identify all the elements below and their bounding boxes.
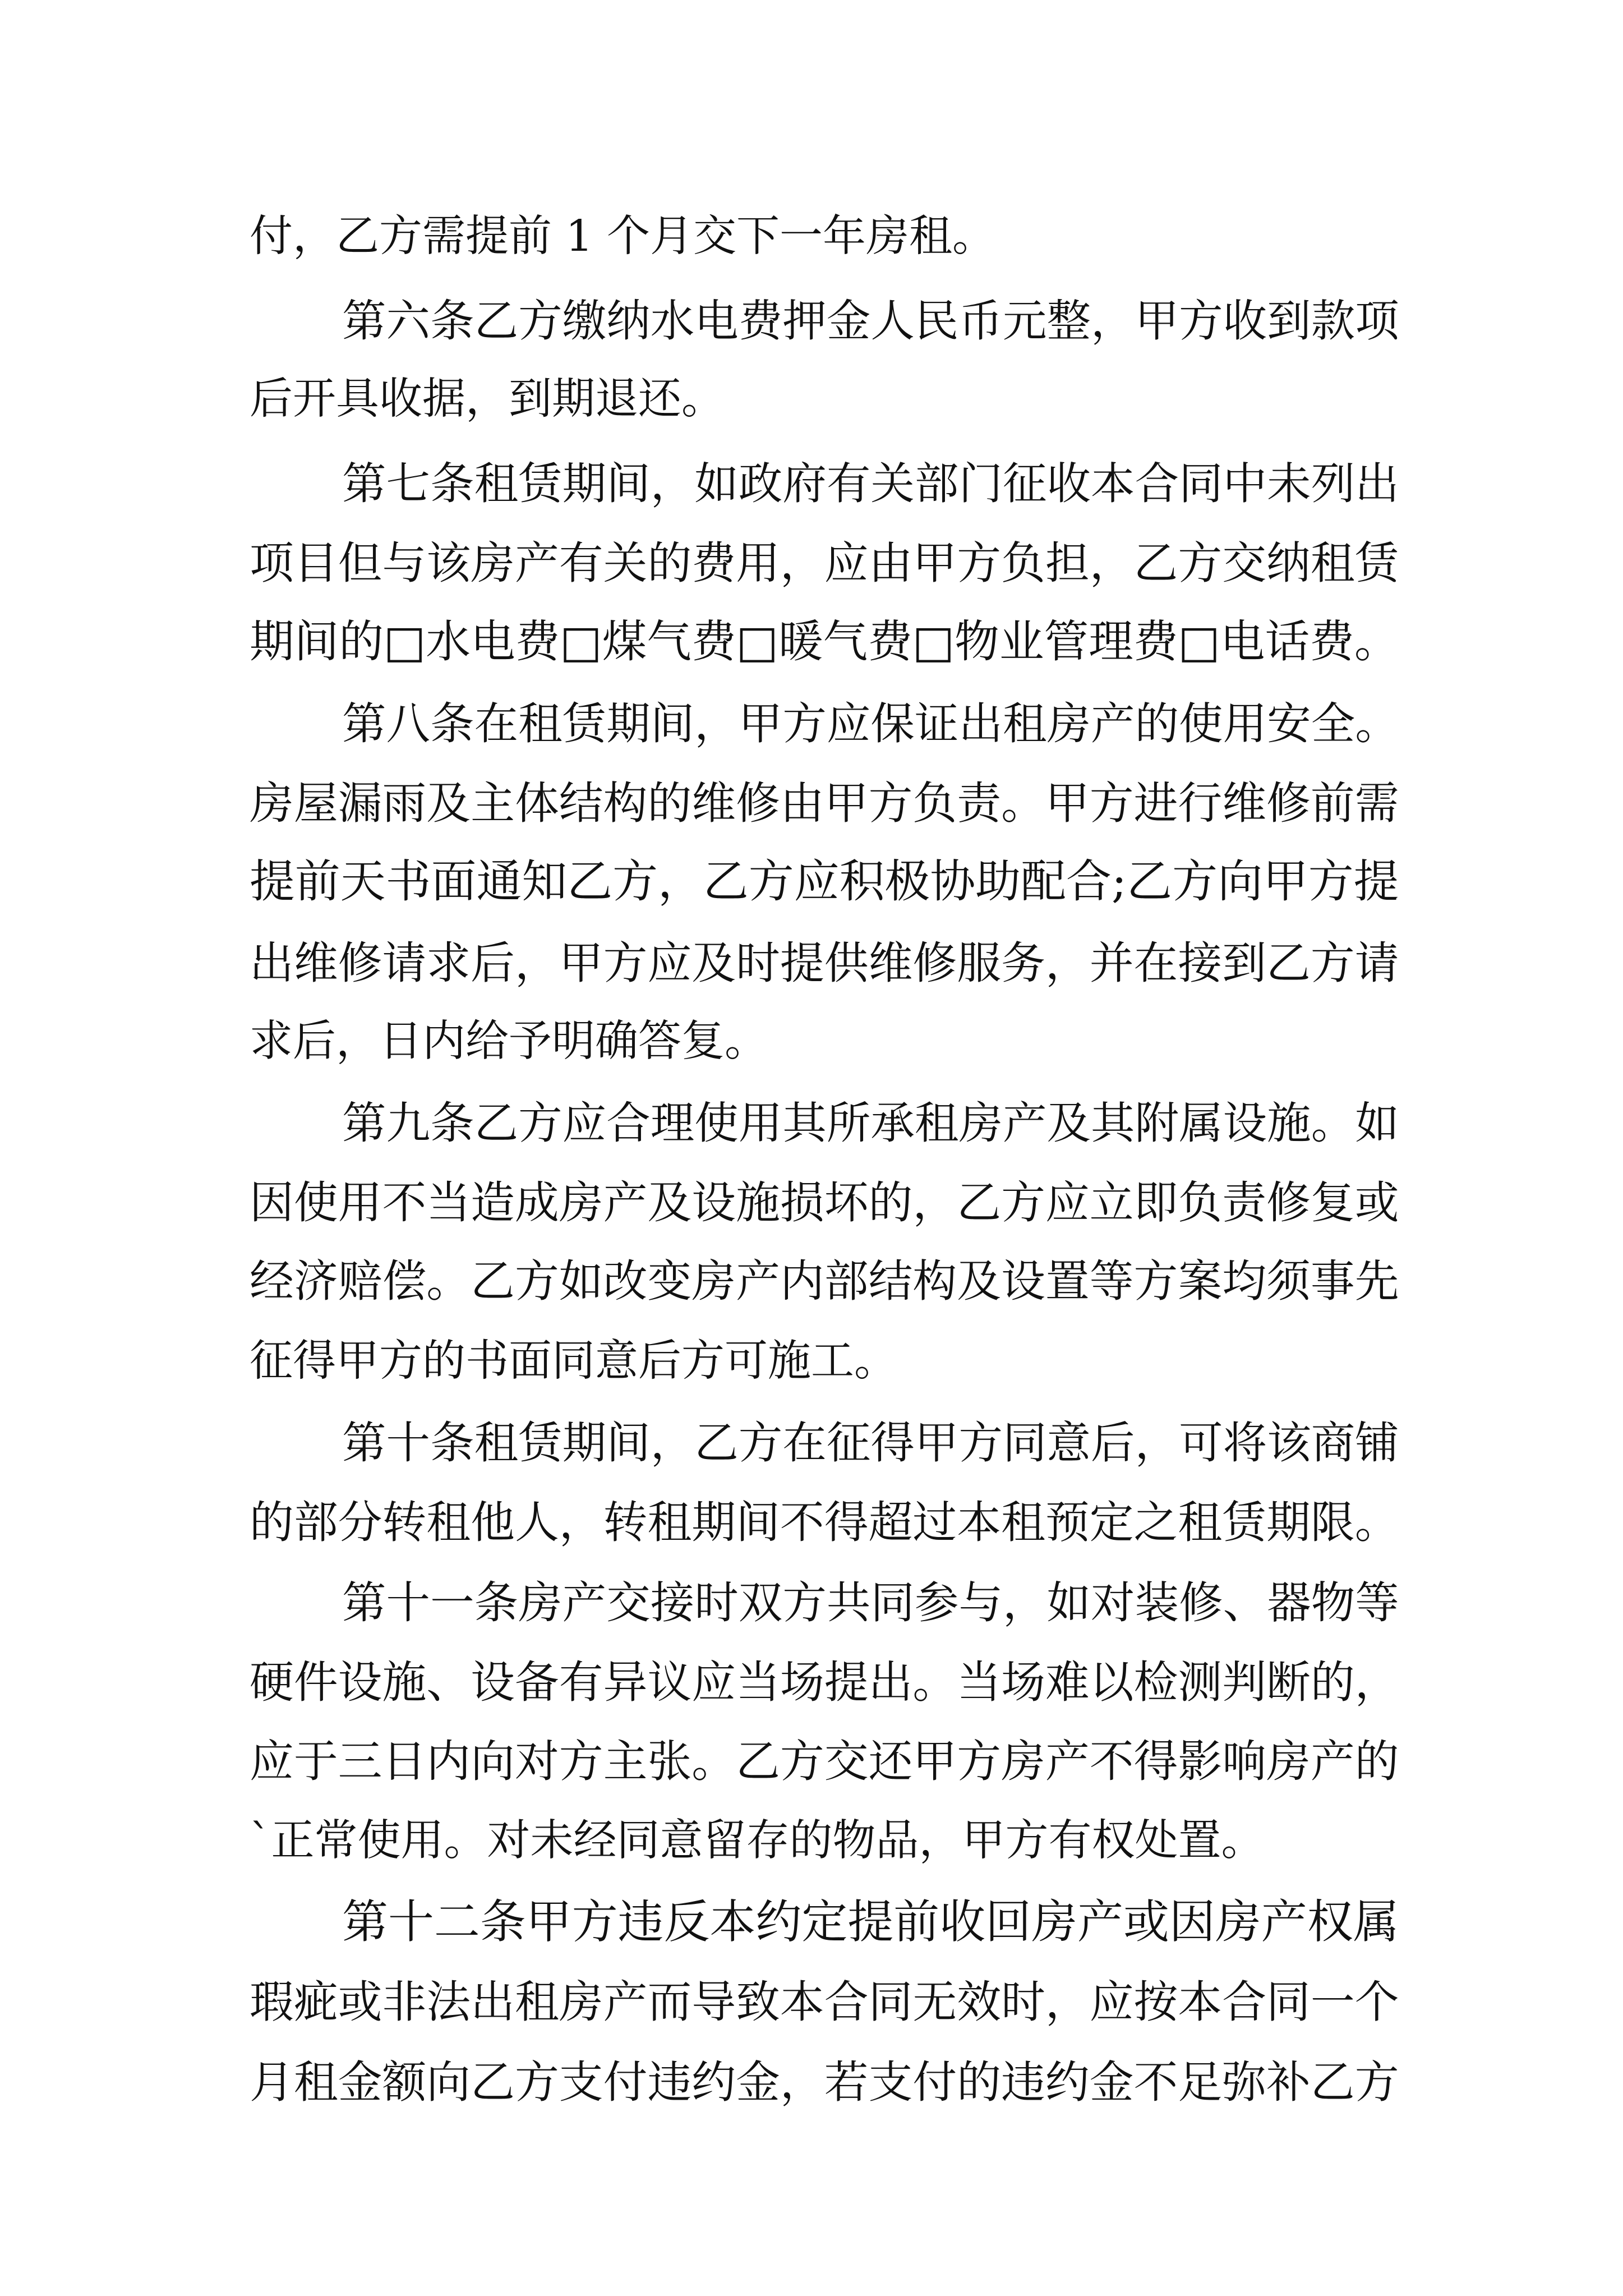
article-9-line: 第九条乙方应合理使用其所承租房产及其附属设施。如	[342, 1097, 1399, 1149]
text-line: 月租金额向乙方支付违约金，若支付的违约金不足弥补乙方	[250, 2056, 1399, 2108]
text-line: 因使用不当造成房产及设施损坏的，乙方应立即负责修复或	[250, 1177, 1399, 1228]
article-8-line: 第八条在租赁期间，甲方应保证出租房产的使用安全。	[342, 698, 1399, 749]
text-line: 征得甲方的书面同意后方可施工。	[250, 1336, 897, 1386]
text-line: `正常使用。对未经同意留存的物品，甲方有权处置。	[250, 1816, 1265, 1866]
text-line: 付，乙方需提前 1 个月交下一年房租。	[250, 211, 995, 261]
article-10-line: 第十条租赁期间，乙方在征得甲方同意后，可将该商铺	[342, 1417, 1399, 1469]
text-line: 的部分转租他人，转租期间不得超过本租预定之租赁期限。	[250, 1497, 1399, 1548]
text-line: 房屋漏雨及主体结构的维修由甲方负责。甲方进行维修前需	[250, 777, 1399, 829]
article-11-line: 第十一条房产交接时双方共同参与，如对装修、器物等	[342, 1577, 1399, 1628]
text-line: 提前天书面通知乙方，乙方应积极协助配合;乙方向甲方提	[250, 855, 1399, 908]
text-line: 应于三日内向对方主张。乙方交还甲方房产不得影响房产的	[250, 1736, 1399, 1787]
text-line: 硬件设施、设备有异议应当场提出。当场难以检测判断的，	[250, 1657, 1399, 1708]
text-line: 求后，日内给予明确答复。	[250, 1016, 768, 1066]
text-line: 后开具收据，到期退还。	[250, 374, 725, 424]
text-line: 出维修请求后，甲方应及时提供维修服务，并在接到乙方请	[250, 937, 1399, 989]
text-line: 项目但与该房产有关的费用，应由甲方负担，乙方交纳租赁	[250, 537, 1399, 589]
article-6-line: 第六条乙方缴纳水电费押金人民币元整，甲方收到款项	[342, 295, 1399, 347]
article-7-line: 第七条租赁期间，如政府有关部门征收本合同中未列出	[342, 458, 1399, 509]
text-line: 期间的□水电费□煤气费□暖气费□物业管理费□电话费。	[250, 615, 1399, 668]
text-line: 经济赔偿。乙方如改变房产内部结构及设置等方案均须事先	[250, 1255, 1399, 1307]
article-12-line: 第十二条甲方违反本约定提前收回房产或因房产权属	[342, 1895, 1399, 1949]
text-line: 瑕疵或非法出租房产而导致本合同无效时，应按本合同一个	[250, 1976, 1399, 2028]
